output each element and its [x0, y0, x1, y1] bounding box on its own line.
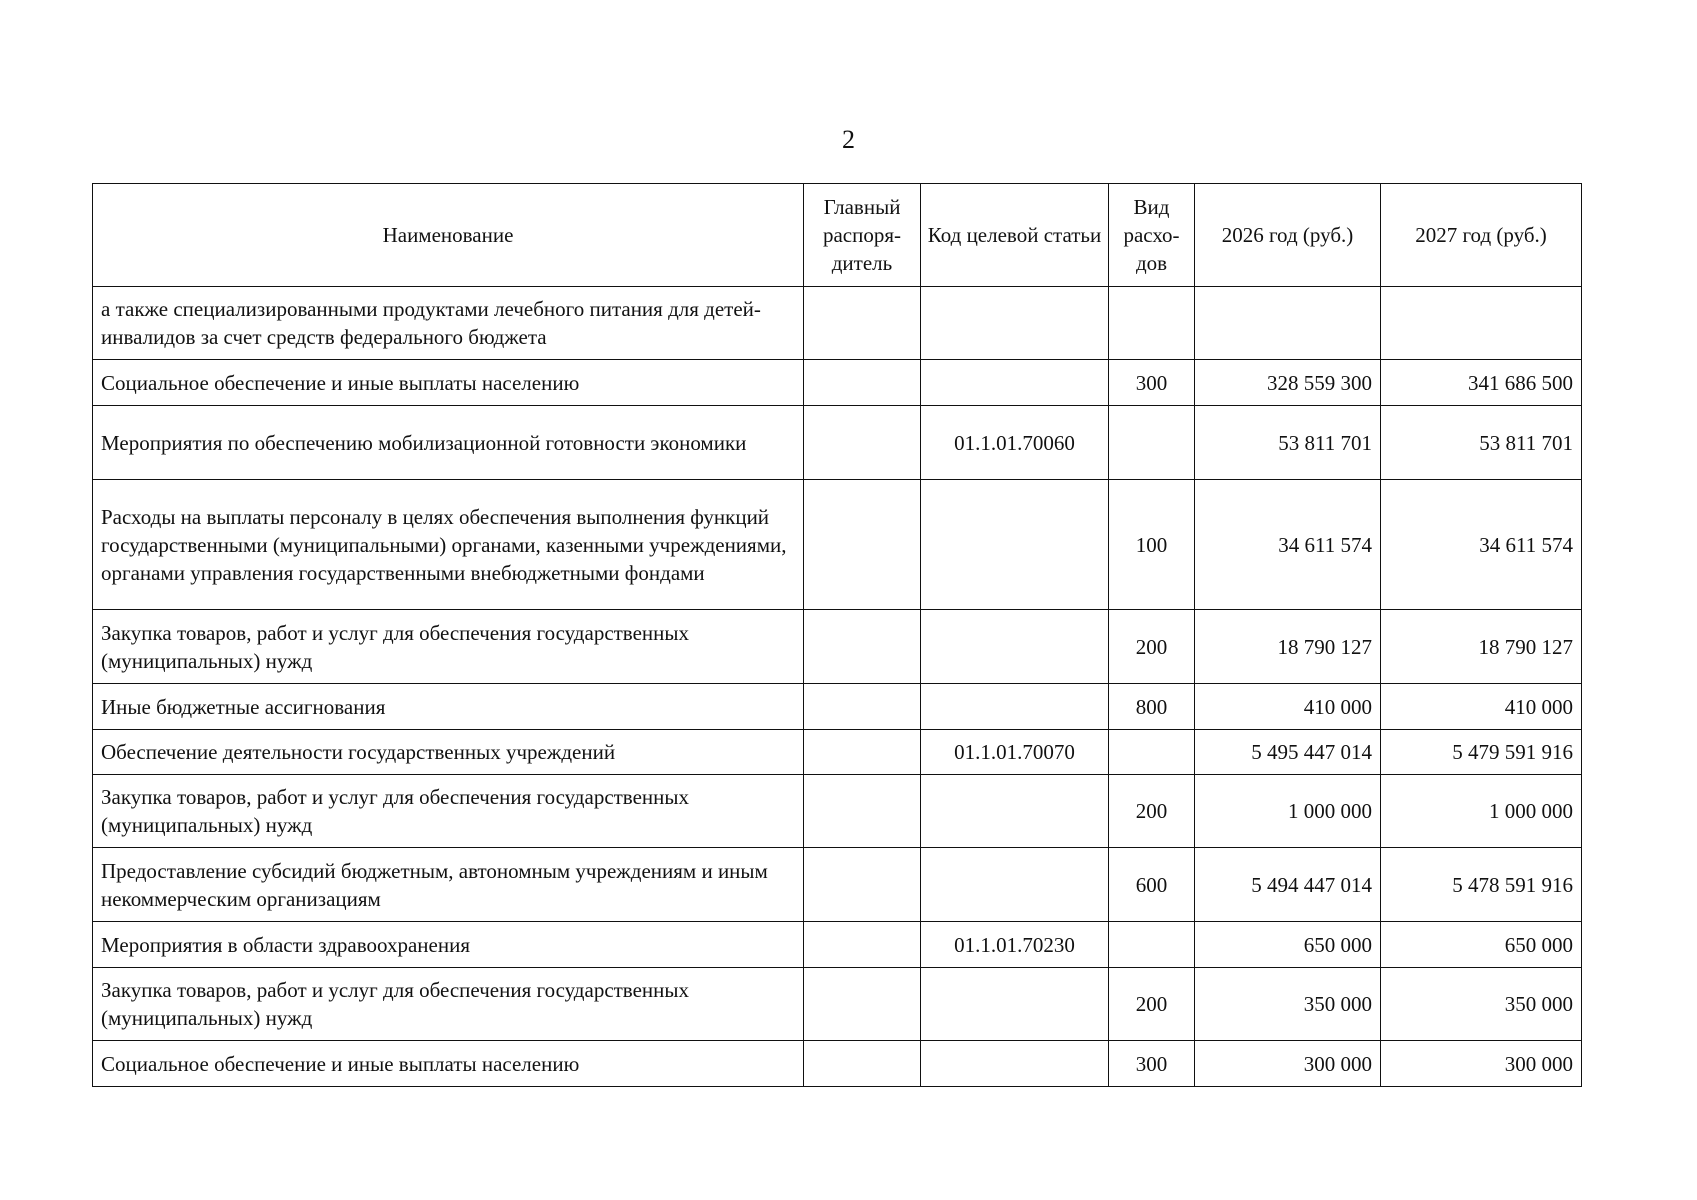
row-amount-2026: 1 000 000	[1195, 775, 1381, 848]
row-manager	[804, 848, 921, 922]
row-amount-2027: 34 611 574	[1381, 480, 1582, 610]
row-amount-2027: 18 790 127	[1381, 610, 1582, 684]
row-expense-type	[1109, 406, 1195, 480]
row-name: Обеспечение деятельности государственных учреждений	[93, 730, 804, 775]
row-manager	[804, 684, 921, 730]
header-year-2027: 2027 год (руб.)	[1381, 184, 1582, 287]
row-manager	[804, 1041, 921, 1087]
row-manager	[804, 968, 921, 1041]
row-name: Предоставление субсидий бюджетным, автономным учреждениям и иным некоммерческим организациям	[93, 848, 804, 922]
row-manager	[804, 480, 921, 610]
row-amount-2027: 53 811 701	[1381, 406, 1582, 480]
row-manager	[804, 610, 921, 684]
row-manager	[804, 730, 921, 775]
row-target-code	[921, 480, 1109, 610]
row-expense-type: 200	[1109, 775, 1195, 848]
row-amount-2027: 5 478 591 916	[1381, 848, 1582, 922]
table-row	[93, 730, 1582, 775]
row-expense-type: 100	[1109, 480, 1195, 610]
row-target-code: 01.1.01.70060	[921, 406, 1109, 480]
row-amount-2027: 5 479 591 916	[1381, 730, 1582, 775]
row-target-code	[921, 1041, 1109, 1087]
table-row	[93, 480, 1582, 610]
header-target-code: Код целевой статьи	[921, 184, 1109, 287]
row-name: Закупка товаров, работ и услуг для обеспечения государственных (муниципальных) нужд	[93, 775, 804, 848]
row-amount-2026	[1195, 287, 1381, 360]
table-row	[93, 1041, 1582, 1087]
row-expense-type: 300	[1109, 1041, 1195, 1087]
row-name: а также специализированными продуктами лечебного питания для детей-инвалидов за счет средств федерального бюджета	[93, 287, 804, 360]
row-name: Иные бюджетные ассигнования	[93, 684, 804, 730]
row-name: Закупка товаров, работ и услуг для обеспечения государственных (муниципальных) нужд	[93, 968, 804, 1041]
row-amount-2027: 1 000 000	[1381, 775, 1582, 848]
header-name: Наименование	[93, 184, 804, 287]
table-row	[93, 775, 1582, 848]
row-amount-2027: 650 000	[1381, 922, 1582, 968]
table-row	[93, 968, 1582, 1041]
row-amount-2026: 5 494 447 014	[1195, 848, 1381, 922]
row-name: Мероприятия в области здравоохранения	[93, 922, 804, 968]
row-expense-type	[1109, 287, 1195, 360]
row-amount-2027	[1381, 287, 1582, 360]
header-expense-type: Вид расхо- дов	[1109, 184, 1195, 287]
row-manager	[804, 406, 921, 480]
row-amount-2027: 341 686 500	[1381, 360, 1582, 406]
row-target-code: 01.1.01.70070	[921, 730, 1109, 775]
row-target-code	[921, 287, 1109, 360]
row-target-code	[921, 360, 1109, 406]
row-amount-2026: 300 000	[1195, 1041, 1381, 1087]
row-manager	[804, 922, 921, 968]
header-year-2026: 2026 год (руб.)	[1195, 184, 1381, 287]
row-target-code	[921, 610, 1109, 684]
row-target-code: 01.1.01.70230	[921, 922, 1109, 968]
row-expense-type: 200	[1109, 610, 1195, 684]
budget-table	[92, 183, 1582, 1087]
row-target-code	[921, 848, 1109, 922]
row-amount-2026: 5 495 447 014	[1195, 730, 1381, 775]
row-expense-type: 200	[1109, 968, 1195, 1041]
row-amount-2026: 350 000	[1195, 968, 1381, 1041]
table-row	[93, 848, 1582, 922]
table-row	[93, 287, 1582, 360]
row-name: Закупка товаров, работ и услуг для обеспечения государственных (муниципальных) нужд	[93, 610, 804, 684]
row-name: Социальное обеспечение и иные выплаты населению	[93, 360, 804, 406]
table-row	[93, 684, 1582, 730]
header-manager: Главный распоря- дитель	[804, 184, 921, 287]
row-name: Социальное обеспечение и иные выплаты населению	[93, 1041, 804, 1087]
row-amount-2026: 328 559 300	[1195, 360, 1381, 406]
row-amount-2027: 300 000	[1381, 1041, 1582, 1087]
table-row	[93, 360, 1582, 406]
row-expense-type: 600	[1109, 848, 1195, 922]
row-amount-2026: 410 000	[1195, 684, 1381, 730]
row-target-code	[921, 775, 1109, 848]
row-amount-2026: 53 811 701	[1195, 406, 1381, 480]
table-row	[93, 406, 1582, 480]
table-row	[93, 610, 1582, 684]
row-manager	[804, 287, 921, 360]
row-target-code	[921, 684, 1109, 730]
row-name: Мероприятия по обеспечению мобилизационной готовности экономики	[93, 406, 804, 480]
page-number: 2	[842, 125, 855, 154]
table-row	[93, 922, 1582, 968]
row-amount-2027: 410 000	[1381, 684, 1582, 730]
row-manager	[804, 360, 921, 406]
row-expense-type: 300	[1109, 360, 1195, 406]
row-target-code	[921, 968, 1109, 1041]
row-amount-2026: 650 000	[1195, 922, 1381, 968]
row-manager	[804, 775, 921, 848]
row-amount-2027: 350 000	[1381, 968, 1582, 1041]
row-amount-2026: 18 790 127	[1195, 610, 1381, 684]
row-expense-type: 800	[1109, 684, 1195, 730]
row-expense-type	[1109, 922, 1195, 968]
row-amount-2026: 34 611 574	[1195, 480, 1381, 610]
row-expense-type	[1109, 730, 1195, 775]
table-header-row	[93, 184, 1582, 287]
row-name: Расходы на выплаты персоналу в целях обеспечения выполнения функций государственными (муниципальными) органами, казенными учреждениями, органами управления государственными внебюджетными фондами	[93, 480, 804, 610]
